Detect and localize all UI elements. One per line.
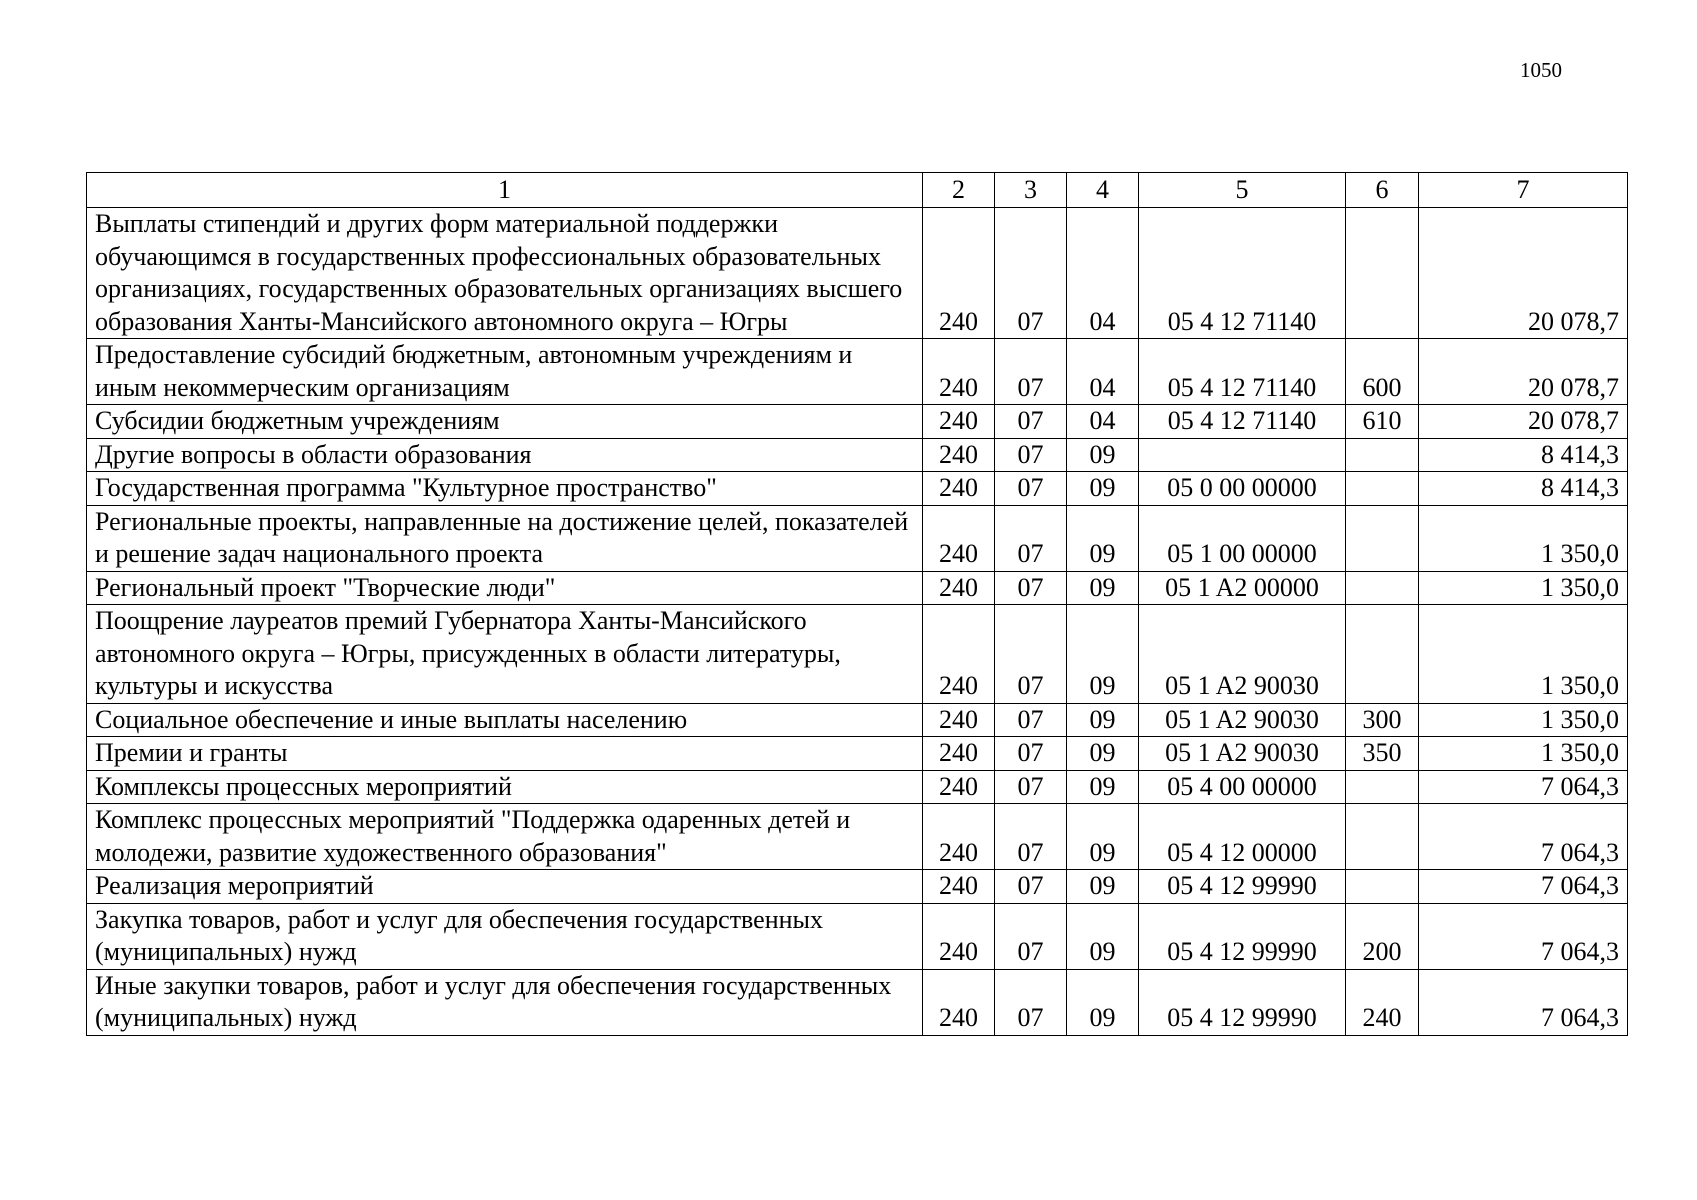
table-row <box>87 339 1628 405</box>
row-csr: 05 4 12 99990 <box>1139 969 1346 1035</box>
row-name: Государственная программа "Культурное пространство" <box>87 472 923 506</box>
row-amount: 7 064,3 <box>1419 804 1628 870</box>
row-ved: 240 <box>923 903 995 969</box>
row-csr: 05 1 A2 90030 <box>1139 605 1346 704</box>
table-row <box>87 505 1628 571</box>
table-row <box>87 472 1628 506</box>
row-rz: 07 <box>995 737 1067 771</box>
row-rz: 07 <box>995 703 1067 737</box>
row-rz: 07 <box>995 339 1067 405</box>
table-row <box>87 737 1628 771</box>
row-ved: 240 <box>923 472 995 506</box>
row-vr <box>1346 505 1419 571</box>
table-row <box>87 770 1628 804</box>
row-vr: 610 <box>1346 405 1419 439</box>
row-csr: 05 4 12 99990 <box>1139 870 1346 904</box>
row-csr: 05 1 A2 00000 <box>1139 571 1346 605</box>
row-csr: 05 0 00 00000 <box>1139 472 1346 506</box>
row-name: Комплекс процессных мероприятий "Поддержка одаренных детей и молодежи, развитие художественного образования" <box>87 804 923 870</box>
row-csr <box>1139 438 1346 472</box>
row-name: Поощрение лауреатов премий Губернатора Ханты-Мансийского автономного округа – Югры, присужденных в области литературы, культуры и искусства <box>87 605 923 704</box>
row-amount: 20 078,7 <box>1419 339 1628 405</box>
row-pr: 09 <box>1067 438 1139 472</box>
row-vr: 300 <box>1346 703 1419 737</box>
row-ved: 240 <box>923 703 995 737</box>
table-row <box>87 969 1628 1035</box>
row-amount: 7 064,3 <box>1419 870 1628 904</box>
row-pr: 04 <box>1067 208 1139 339</box>
row-rz: 07 <box>995 571 1067 605</box>
row-rz: 07 <box>995 804 1067 870</box>
row-ved: 240 <box>923 405 995 439</box>
table-row <box>87 804 1628 870</box>
row-pr: 09 <box>1067 605 1139 704</box>
row-amount: 1 350,0 <box>1419 703 1628 737</box>
row-name: Иные закупки товаров, работ и услуг для обеспечения государственных (муниципальных) нужд <box>87 969 923 1035</box>
row-amount: 8 414,3 <box>1419 438 1628 472</box>
row-pr: 04 <box>1067 339 1139 405</box>
column-header: 2 <box>923 173 995 208</box>
row-pr: 09 <box>1067 804 1139 870</box>
header-row <box>87 173 1628 208</box>
row-name: Социальное обеспечение и иные выплаты населению <box>87 703 923 737</box>
column-header: 5 <box>1139 173 1346 208</box>
row-name: Региональный проект "Творческие люди" <box>87 571 923 605</box>
row-ved: 240 <box>923 870 995 904</box>
row-csr: 05 4 12 71140 <box>1139 405 1346 439</box>
row-vr <box>1346 770 1419 804</box>
row-pr: 09 <box>1067 903 1139 969</box>
row-csr: 05 4 12 99990 <box>1139 903 1346 969</box>
row-pr: 04 <box>1067 405 1139 439</box>
row-rz: 07 <box>995 770 1067 804</box>
row-name: Реализация мероприятий <box>87 870 923 904</box>
row-vr <box>1346 208 1419 339</box>
row-name: Региональные проекты, направленные на достижение целей, показателей и решение задач национального проекта <box>87 505 923 571</box>
row-ved: 240 <box>923 571 995 605</box>
row-amount: 7 064,3 <box>1419 903 1628 969</box>
row-ved: 240 <box>923 737 995 771</box>
row-ved: 240 <box>923 605 995 704</box>
row-rz: 07 <box>995 903 1067 969</box>
row-vr <box>1346 438 1419 472</box>
row-ved: 240 <box>923 969 995 1035</box>
row-ved: 240 <box>923 208 995 339</box>
row-pr: 09 <box>1067 969 1139 1035</box>
row-csr: 05 1 A2 90030 <box>1139 737 1346 771</box>
row-rz: 07 <box>995 605 1067 704</box>
row-amount: 1 350,0 <box>1419 505 1628 571</box>
row-rz: 07 <box>995 870 1067 904</box>
row-name: Закупка товаров, работ и услуг для обеспечения государственных (муниципальных) нужд <box>87 903 923 969</box>
row-vr <box>1346 571 1419 605</box>
column-header: 1 <box>87 173 923 208</box>
row-vr: 200 <box>1346 903 1419 969</box>
row-amount: 7 064,3 <box>1419 770 1628 804</box>
column-header: 6 <box>1346 173 1419 208</box>
row-name: Предоставление субсидий бюджетным, автономным учреждениям и иным некоммерческим организациям <box>87 339 923 405</box>
table-row <box>87 870 1628 904</box>
table-row <box>87 405 1628 439</box>
budget-table <box>86 172 1628 1036</box>
row-csr: 05 4 00 00000 <box>1139 770 1346 804</box>
row-ved: 240 <box>923 770 995 804</box>
row-amount: 20 078,7 <box>1419 405 1628 439</box>
row-csr: 05 4 12 00000 <box>1139 804 1346 870</box>
row-rz: 07 <box>995 208 1067 339</box>
row-pr: 09 <box>1067 737 1139 771</box>
column-header: 4 <box>1067 173 1139 208</box>
row-csr: 05 1 00 00000 <box>1139 505 1346 571</box>
row-csr: 05 4 12 71140 <box>1139 208 1346 339</box>
row-rz: 07 <box>995 472 1067 506</box>
row-amount: 7 064,3 <box>1419 969 1628 1035</box>
row-vr <box>1346 605 1419 704</box>
row-vr: 600 <box>1346 339 1419 405</box>
row-pr: 09 <box>1067 770 1139 804</box>
table-row <box>87 605 1628 704</box>
row-pr: 09 <box>1067 870 1139 904</box>
row-pr: 09 <box>1067 703 1139 737</box>
column-header: 3 <box>995 173 1067 208</box>
row-pr: 09 <box>1067 505 1139 571</box>
row-name: Другие вопросы в области образования <box>87 438 923 472</box>
table-row <box>87 571 1628 605</box>
row-name: Выплаты стипендий и других форм материальной поддержки обучающимся в государственных профессиональных образовательных организациях, государственных образовательных организациях высшего образования Ханты-Мансийского автономного округа – Югры <box>87 208 923 339</box>
row-ved: 240 <box>923 804 995 870</box>
row-rz: 07 <box>995 438 1067 472</box>
row-pr: 09 <box>1067 472 1139 506</box>
row-amount: 20 078,7 <box>1419 208 1628 339</box>
row-vr: 240 <box>1346 969 1419 1035</box>
row-rz: 07 <box>995 505 1067 571</box>
table-row <box>87 438 1628 472</box>
row-rz: 07 <box>995 969 1067 1035</box>
row-ved: 240 <box>923 505 995 571</box>
row-amount: 1 350,0 <box>1419 571 1628 605</box>
row-name: Субсидии бюджетным учреждениям <box>87 405 923 439</box>
table-row <box>87 208 1628 339</box>
row-csr: 05 4 12 71140 <box>1139 339 1346 405</box>
row-vr <box>1346 804 1419 870</box>
row-ved: 240 <box>923 339 995 405</box>
table-row <box>87 903 1628 969</box>
row-name: Комплексы процессных мероприятий <box>87 770 923 804</box>
column-header: 7 <box>1419 173 1628 208</box>
row-name: Премии и гранты <box>87 737 923 771</box>
row-rz: 07 <box>995 405 1067 439</box>
row-vr <box>1346 870 1419 904</box>
row-amount: 1 350,0 <box>1419 737 1628 771</box>
row-vr: 350 <box>1346 737 1419 771</box>
row-ved: 240 <box>923 438 995 472</box>
table-row <box>87 703 1628 737</box>
row-amount: 8 414,3 <box>1419 472 1628 506</box>
row-amount: 1 350,0 <box>1419 605 1628 704</box>
page-number: 1050 <box>1520 58 1562 82</box>
row-vr <box>1346 472 1419 506</box>
row-pr: 09 <box>1067 571 1139 605</box>
row-csr: 05 1 A2 90030 <box>1139 703 1346 737</box>
